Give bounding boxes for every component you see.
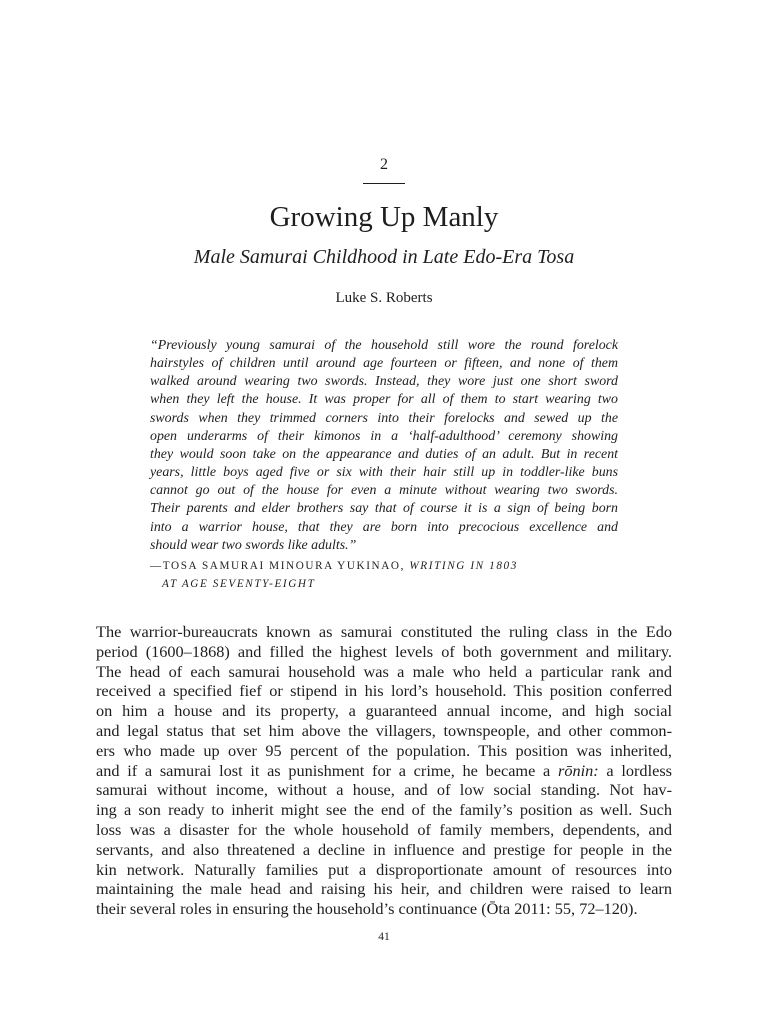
epigraph-line: when they left the house. It was proper for all of them to start wearing two [150, 392, 618, 408]
epigraph-line: walked around wearing two swords. Instead, they wore just one short sword [150, 374, 618, 390]
body-line: ers who made up over 95 percent of the population. This position was inherited, [96, 740, 672, 760]
attribution-age: AT AGE SEVENTY-EIGHT [162, 577, 316, 590]
body-line: maintaining the male head and raising his heir, and children were raised to learn [96, 879, 672, 899]
chapter-title: Growing Up Manly [269, 201, 499, 233]
epigraph-line: hairstyles of children until around age fourteen or fifteen, and none of them [150, 356, 618, 372]
epigraph-line: Their parents and elder brothers say that of course it is a sign of being born [150, 501, 618, 517]
body-line: their several roles in ensuring the household’s continuance (Ōta 2011: 55, 72–120). [96, 899, 638, 919]
epigraph-line: years, little boys aged five or six with their hair still up in toddler-like buns [150, 465, 618, 481]
epigraph-line: cannot go out of the house for even a minute without wearing two swords. [150, 483, 618, 499]
epigraph-line: swords when they trimmed corners into their forelocks and sewed up the [150, 410, 618, 426]
epigraph-line: open underarms of their kimonos in a ‘half-adulthood’ ceremony showing [150, 428, 618, 444]
epigraph-line: they would soon take on the appearance and duties of an adult. But in recent [150, 446, 618, 462]
body-line: The head of each samurai household was a male who held a particular rank and [96, 661, 672, 681]
body-line: and legal status that set him above the villagers, townspeople, and other common- [96, 720, 672, 740]
body-line: received a specified fief or stipend in his lord’s household. This position conferred [96, 681, 672, 701]
ronin-term: rōnin: [557, 760, 599, 780]
body-line: period (1600–1868) and filled the highest levels of both government and military. [96, 641, 672, 661]
body-line [96, 761, 672, 781]
body-line: kin network. Naturally families put a disproportionate amount of resources into [96, 859, 672, 879]
chapter-subtitle: Male Samurai Childhood in Late Edo-Era Tosa [193, 246, 575, 268]
body-line: The warrior-bureaucrats known as samurai constituted the ruling class in the Edo [96, 622, 672, 641]
epigraph-line: “Previously young samurai of the household still wore the round forelock [150, 338, 618, 353]
body-line: loss was a disaster for the whole household of family members, dependents, and [96, 819, 672, 839]
epigraph-attribution [150, 558, 570, 593]
chapter-number: 2 [380, 156, 388, 173]
body-line-text: and if a samurai lost it as punishment for a crime, he became a [96, 760, 558, 780]
epigraph [150, 337, 618, 555]
page-number: 41 [378, 931, 390, 943]
epigraph-line: should wear two swords like adults.” [150, 537, 357, 553]
attribution-date: WRITING IN 1803 [409, 560, 518, 572]
body-line: servants, and also threatened a decline in influence and prestige for people in the [96, 839, 672, 859]
attribution-line [150, 558, 570, 576]
attribution-source: —TOSA SAMURAI MINOURA YUKINAO, [150, 560, 410, 572]
body-line: samurai without income, without a house, and of low social standing. Not hav- [96, 780, 672, 800]
body-line: on him a house and its property, a guaranteed annual income, and high social [96, 701, 672, 721]
epigraph-line: into a warrior house, that they are born into precocious excellence and [150, 519, 618, 535]
body-line-text: a lordless [598, 760, 672, 780]
body-paragraph [96, 622, 672, 919]
body-line: ing a son ready to inherit might see the end of the family’s position as well. Such [96, 800, 672, 820]
author-name: Luke S. Roberts [335, 290, 433, 306]
chapter-rule [363, 183, 405, 184]
